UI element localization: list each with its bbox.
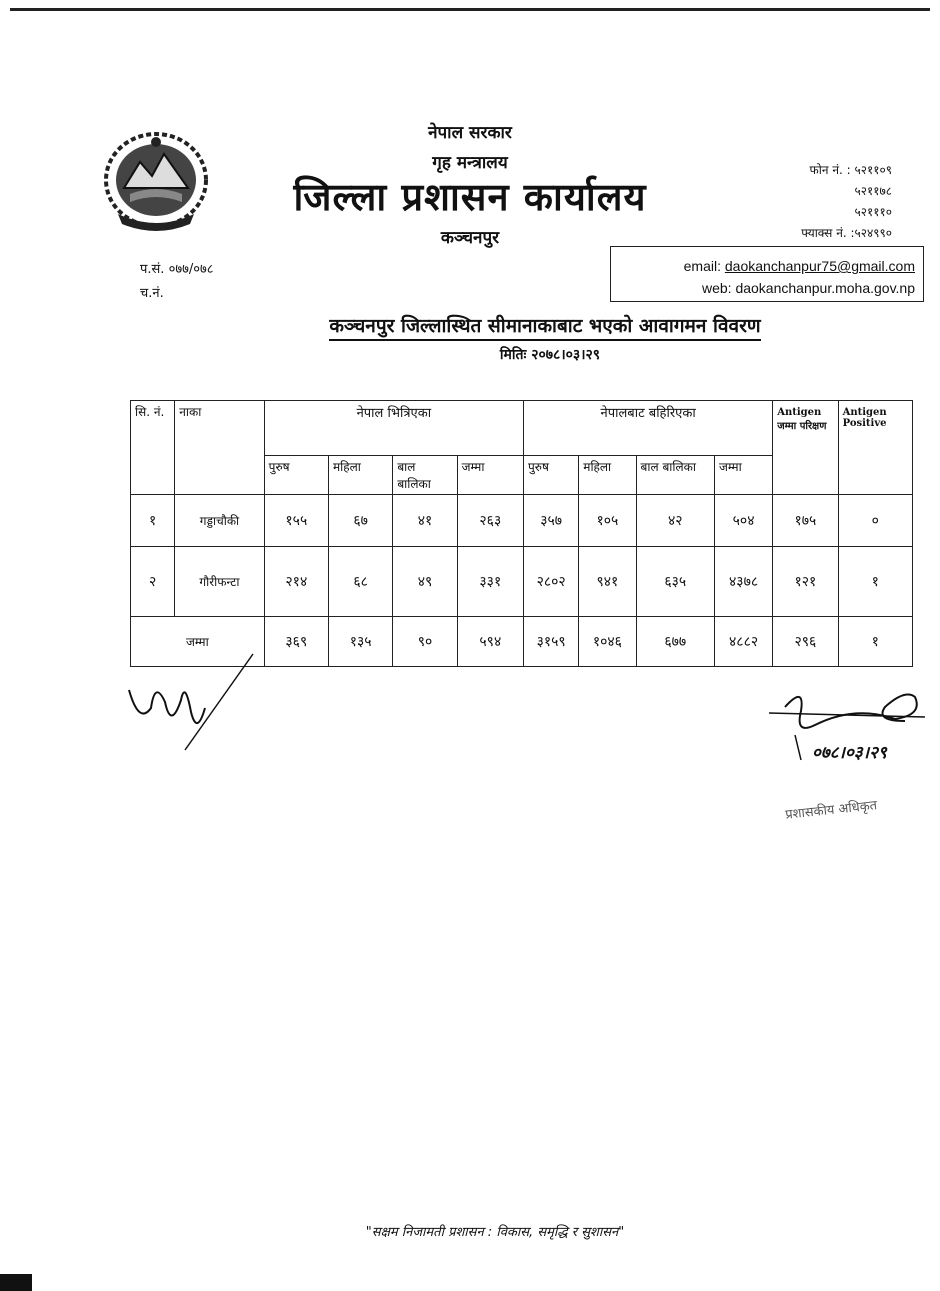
cell-antigen-total: १७५ xyxy=(773,495,838,547)
total-out-child: ६७७ xyxy=(636,617,714,667)
cell-in-female: ६७ xyxy=(329,495,393,547)
border-movement-table xyxy=(130,400,913,667)
total-in-total: ५९४ xyxy=(457,617,523,667)
cell-out-male: ३५७ xyxy=(523,495,578,547)
header-sn: सि. नं. xyxy=(131,401,175,495)
cell-in-child: ४१ xyxy=(393,495,457,547)
cell-naka: गड्डाचौकी xyxy=(175,495,264,547)
cell-antigen-positive: १ xyxy=(838,547,912,617)
phone-label: फोन नं. : xyxy=(809,163,851,177)
total-in-female: १३५ xyxy=(329,617,393,667)
cell-out-child: ४२ xyxy=(636,495,714,547)
initials-signature-icon xyxy=(125,650,255,755)
cell-sn: १ xyxy=(131,495,175,547)
subheader-children: बाल बालिका xyxy=(393,456,457,495)
total-out-female: १०४६ xyxy=(579,617,636,667)
document-date: मितिः २०७८।०३।२९ xyxy=(499,347,601,363)
total-out-total: ४८८२ xyxy=(714,617,772,667)
cell-naka: गौरीफन्टा xyxy=(175,547,264,617)
phone-block xyxy=(760,160,892,244)
web-label: web: xyxy=(701,280,732,296)
total-out-male: ३१५९ xyxy=(523,617,578,667)
cell-in-male: २१४ xyxy=(264,547,328,617)
table-row xyxy=(131,547,913,617)
officer-designation: प्रशासकीय अधिकृत xyxy=(784,798,878,823)
header-naka: नाका xyxy=(175,401,264,495)
web-address: daokanchanpur.moha.gov.np xyxy=(735,280,915,296)
cell-in-child: ४९ xyxy=(393,547,457,617)
subheader-female: महिला xyxy=(329,456,393,495)
subheader-female: महिला xyxy=(579,456,636,495)
fax-label: फ्याक्स नं. : xyxy=(801,226,855,240)
document-title-wrap xyxy=(0,312,940,338)
government-name: नेपाल सरकार xyxy=(428,123,512,143)
cell-in-total: २६३ xyxy=(457,495,523,547)
document-title: कञ्चनपुर जिल्लास्थित सीमानाकाबाट भएको आवागमन विवरण xyxy=(329,315,760,341)
email-link[interactable]: daokanchanpur75@gmail.com xyxy=(724,258,915,274)
footer-motto: "सक्षम निजामती प्रशासन : विकास, समृद्धि र सुशासन" xyxy=(365,1225,625,1240)
cell-antigen-positive: ० xyxy=(838,495,912,547)
cell-antigen-total: १२१ xyxy=(773,547,838,617)
ministry-name: गृह मन्त्रालय xyxy=(432,153,508,173)
total-label: जम्मा xyxy=(131,617,265,667)
corner-mark xyxy=(0,1274,32,1291)
fiscal-year: प.सं. ०७७/०७८ xyxy=(140,262,214,277)
cell-in-total: ३३१ xyxy=(457,547,523,617)
signature-date: ०७८।०३।२९ xyxy=(812,743,887,763)
cell-in-female: ६८ xyxy=(329,547,393,617)
total-in-male: ३६९ xyxy=(264,617,328,667)
total-in-child: ९० xyxy=(393,617,457,667)
top-border-line xyxy=(10,8,930,11)
phone-number: ५२१११० xyxy=(854,205,892,219)
header-exited-nepal: नेपालबाट बहिरिएका xyxy=(523,401,772,456)
cell-out-child: ६३५ xyxy=(636,547,714,617)
total-antigen-total: २९६ xyxy=(773,617,838,667)
subheader-children: बाल बालिका xyxy=(636,456,714,495)
cell-out-total: ४३७८ xyxy=(714,547,772,617)
email-label: email: xyxy=(683,258,721,274)
reference-block xyxy=(140,258,214,306)
office-name: जिल्ला प्रशासन कार्यालय xyxy=(293,174,647,219)
subheader-total: जम्मा xyxy=(714,456,772,495)
cell-out-total: ५०४ xyxy=(714,495,772,547)
subheader-male: पुरुष xyxy=(523,456,578,495)
cell-out-male: २८०२ xyxy=(523,547,578,617)
header-antigen-positive: Antigen Positive xyxy=(838,401,912,495)
contact-box xyxy=(610,246,924,302)
district-name: कञ्चनपुर xyxy=(440,228,500,248)
header-antigen-total: Antigen जम्मा परिक्षण xyxy=(773,401,838,495)
subheader-total: जम्मा xyxy=(457,456,523,495)
header-entered-nepal: नेपाल भित्रिएका xyxy=(264,401,523,456)
cell-out-female: ९४१ xyxy=(579,547,636,617)
cell-in-male: १५५ xyxy=(264,495,328,547)
phone-number: ५२११०९ xyxy=(854,163,892,177)
phone-number: ५२११७८ xyxy=(854,184,892,198)
cell-out-female: १०५ xyxy=(579,495,636,547)
table-header-row xyxy=(131,401,913,456)
cell-sn: २ xyxy=(131,547,175,617)
dispatch-number: च.नं. xyxy=(140,286,164,301)
table-row xyxy=(131,495,913,547)
fax-number: ५२४९९० xyxy=(854,226,892,240)
subheader-male: पुरुष xyxy=(264,456,328,495)
total-antigen-positive: १ xyxy=(838,617,912,667)
